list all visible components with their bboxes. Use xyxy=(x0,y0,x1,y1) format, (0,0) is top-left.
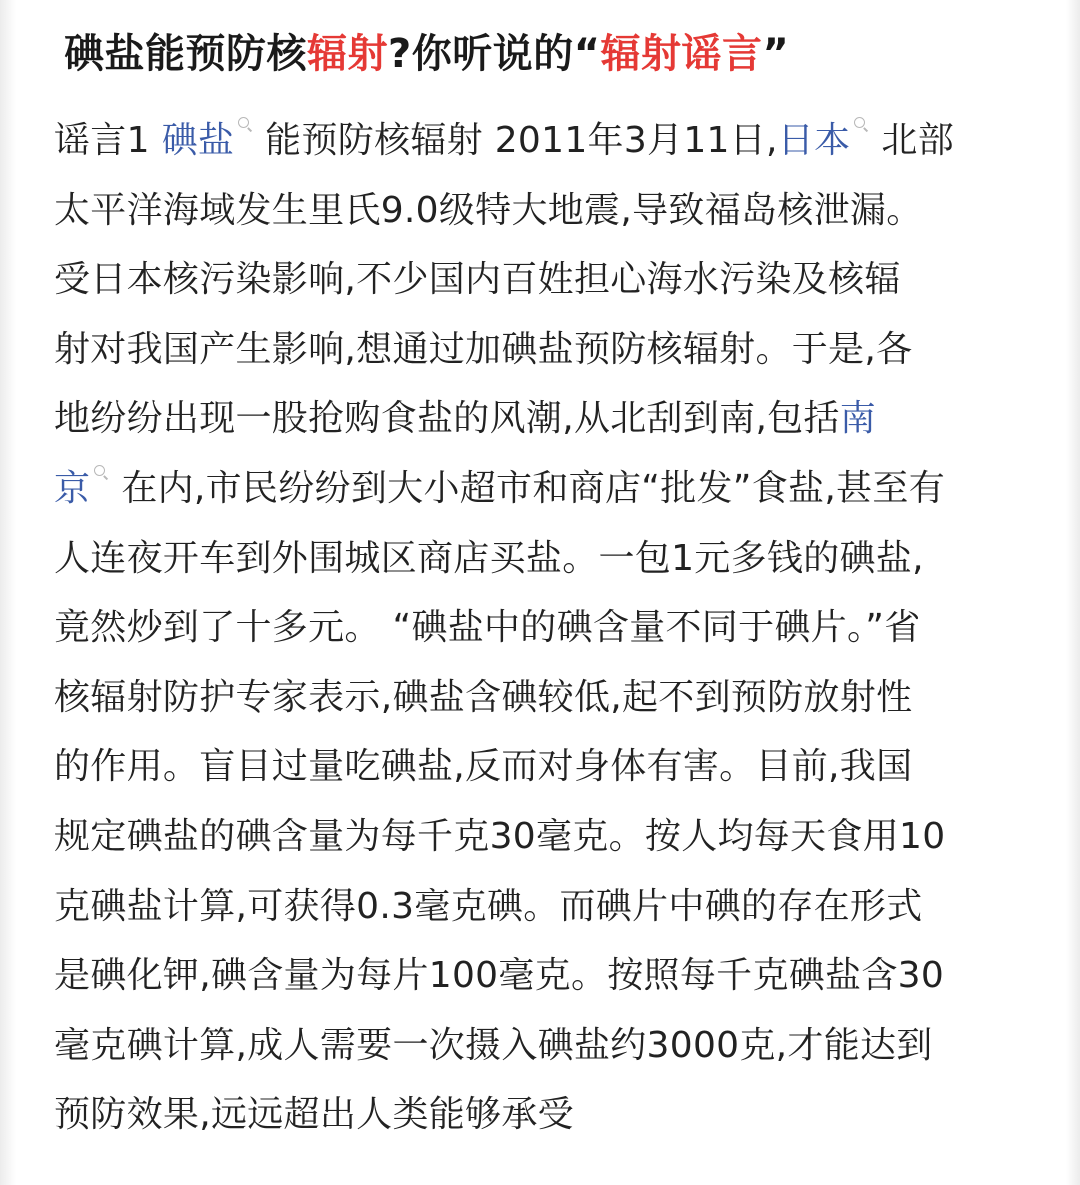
body-line-6 xyxy=(54,454,1029,524)
search-icon[interactable] xyxy=(237,116,253,132)
article-title xyxy=(64,26,789,82)
title-part-5: ” xyxy=(762,31,790,77)
body-line-3: 受日本核污染影响,不少国内百姓担心海水污染及核辐 xyxy=(54,259,901,301)
title-highlight-radiation: 辐射 xyxy=(307,31,388,77)
body-line-4: 射对我国产生影响,想通过加碘盐预防核辐射。于是,各 xyxy=(54,328,913,370)
title-highlight-rumor: 辐射谣言 xyxy=(600,31,763,77)
body-text-segment: 北部 xyxy=(881,120,955,161)
body-text-segment: 能预防核辐射 2011年3月11日, xyxy=(265,120,778,161)
body-text-segment: 地纷纷出现一股抢购食盐的风潮,从北刮到南,包括 xyxy=(54,398,840,440)
link-japan[interactable]: 日本 xyxy=(777,120,851,161)
search-icon[interactable] xyxy=(93,464,109,480)
link-nanjing-part2[interactable]: 京 xyxy=(54,467,91,509)
body-line-7: 人连夜开车到外围城区商店买盐。一包1元多钱的碘盐, xyxy=(54,537,924,579)
right-edge-shadow xyxy=(1066,0,1080,1185)
body-line-15: 预防效果,远远超出人类能够承受 xyxy=(54,1094,574,1136)
body-line-5 xyxy=(54,384,1029,454)
link-iodized-salt[interactable]: 碘盐 xyxy=(161,120,235,161)
left-edge-shadow xyxy=(0,0,16,1185)
link-nanjing-part1[interactable]: 南 xyxy=(839,398,877,440)
body-line-11: 规定碘盐的碘含量为每千克30毫克。按人均每天食用10 xyxy=(54,815,946,857)
body-line-10: 的作用。盲目过量吃碘盐,反而对身体有害。目前,我国 xyxy=(54,746,913,788)
body-line-2: 太平洋海域发生里氏9.0级特大地震,导致福岛核泄漏。 xyxy=(54,189,923,231)
body-line-8: 竟然炒到了十多元。 “碘盐中的碘含量不同于碘片。”省 xyxy=(54,607,921,649)
rumor-label: 谣言1 xyxy=(54,120,162,161)
body-text-segment: 在内,市民纷纷到大小超市和商店“批发”食盐,甚至有 xyxy=(121,467,946,509)
title-part-1: 碘盐能预防核 xyxy=(64,31,307,77)
body-line-12: 克碘盐计算,可获得0.3毫克碘。而碘片中碘的存在形式 xyxy=(54,885,923,927)
search-icon[interactable] xyxy=(853,116,869,132)
body-line-14: 毫克碘计算,成人需要一次摄入碘盐约3000克,才能达到 xyxy=(54,1024,933,1066)
body-line-1 xyxy=(54,106,1029,176)
body-line-13: 是碘化钾,碘含量为每片100毫克。按照每千克碘盐含30 xyxy=(54,955,945,997)
body-line-9: 核辐射防护专家表示,碘盐含碘较低,起不到预防放射性 xyxy=(54,676,913,718)
title-part-3: ?你听说的“ xyxy=(388,31,601,77)
article-body xyxy=(54,106,1029,1150)
